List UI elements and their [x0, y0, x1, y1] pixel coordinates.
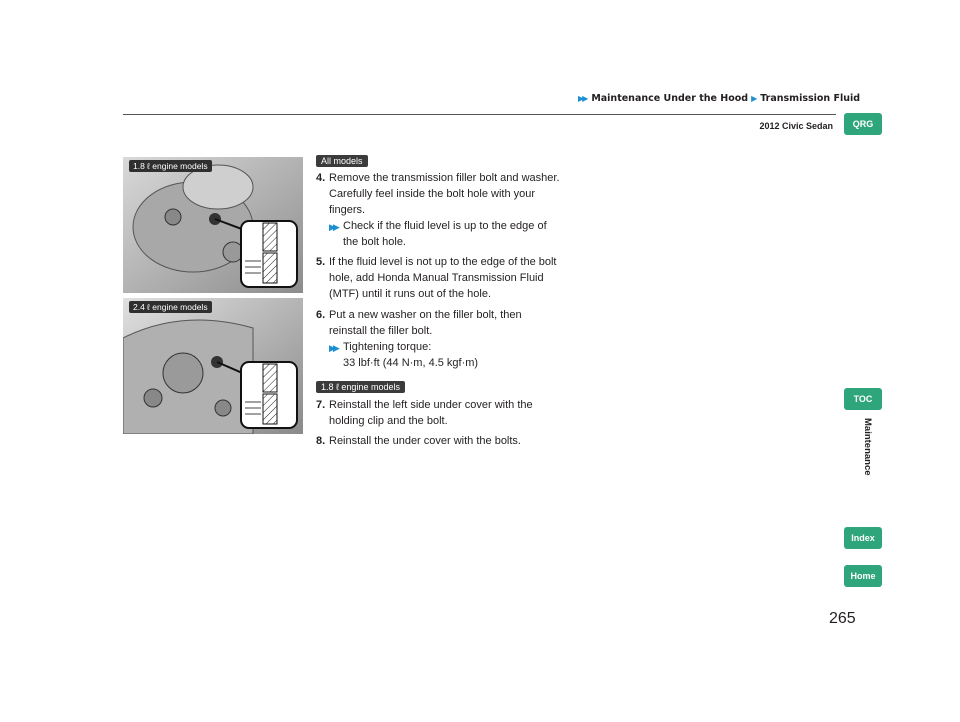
step-7 [316, 397, 561, 429]
index-button[interactable]: Index [844, 527, 882, 549]
page-number: 265 [829, 610, 856, 627]
step-note-text [343, 339, 478, 371]
engine-18l-tag: 1.8 ℓ engine models [316, 381, 405, 393]
torque-label: Tightening torque: [343, 341, 432, 353]
breadcrumb [578, 93, 860, 104]
breadcrumb-item-transmission-fluid[interactable]: Transmission Fluid [760, 93, 861, 104]
illustration-18l-engine [123, 157, 303, 293]
arrow-icon: ▶ [751, 94, 756, 103]
step-text: Reinstall the under cover with the bolts. [329, 435, 521, 447]
step-note-text: Check if the fluid level is up to the edge of the bolt hole. [343, 220, 547, 248]
home-button[interactable]: Home [844, 565, 882, 587]
step-number: 8. [316, 435, 326, 447]
engine-drawing [123, 298, 303, 434]
step-5 [316, 254, 561, 302]
torque-value: 33 lbf·ft (44 N·m, 4.5 kgf·m) [343, 357, 479, 369]
model-name: 2012 Civic Sedan [759, 121, 833, 131]
step-text: If the fluid level is not up to the edge of the bolt hole, add Honda Manual Transmission Fluid (MTF) until it runs out of the hole. [329, 256, 557, 300]
step-number: 4. [316, 172, 326, 184]
step-text: Reinstall the left side under cover with the holding clip and the bolt. [329, 399, 533, 427]
step-8 [316, 433, 561, 449]
illustration-tag: 1.8 ℓ engine models [129, 160, 212, 172]
step-text: Remove the transmission filler bolt and washer. Carefully feel inside the bolt hole with your fingers. [329, 172, 560, 216]
all-models-tag: All models [316, 155, 368, 167]
step-4 [316, 170, 561, 250]
step-number: 7. [316, 399, 326, 411]
engine-drawing [123, 157, 303, 293]
step-number: 5. [316, 256, 326, 268]
illustration-tag: 2.4 ℓ engine models [129, 301, 212, 313]
qrg-button[interactable]: QRG [844, 113, 882, 135]
illustration-24l-engine [123, 298, 303, 434]
step-note [329, 218, 561, 250]
step-note [329, 339, 561, 371]
double-arrow-icon: ▶▶ [329, 222, 337, 232]
section-label: Maintenance [862, 418, 873, 476]
header-divider [123, 114, 836, 115]
step-6 [316, 307, 561, 371]
step-text: Put a new washer on the filler bolt, then reinstall the filler bolt. [329, 309, 522, 337]
double-arrow-icon: ▶▶ [578, 94, 587, 103]
toc-button[interactable]: TOC [844, 388, 882, 410]
double-arrow-icon: ▶▶ [329, 343, 337, 353]
breadcrumb-item-maintenance[interactable]: Maintenance Under the Hood [591, 93, 749, 104]
step-number: 6. [316, 309, 326, 321]
